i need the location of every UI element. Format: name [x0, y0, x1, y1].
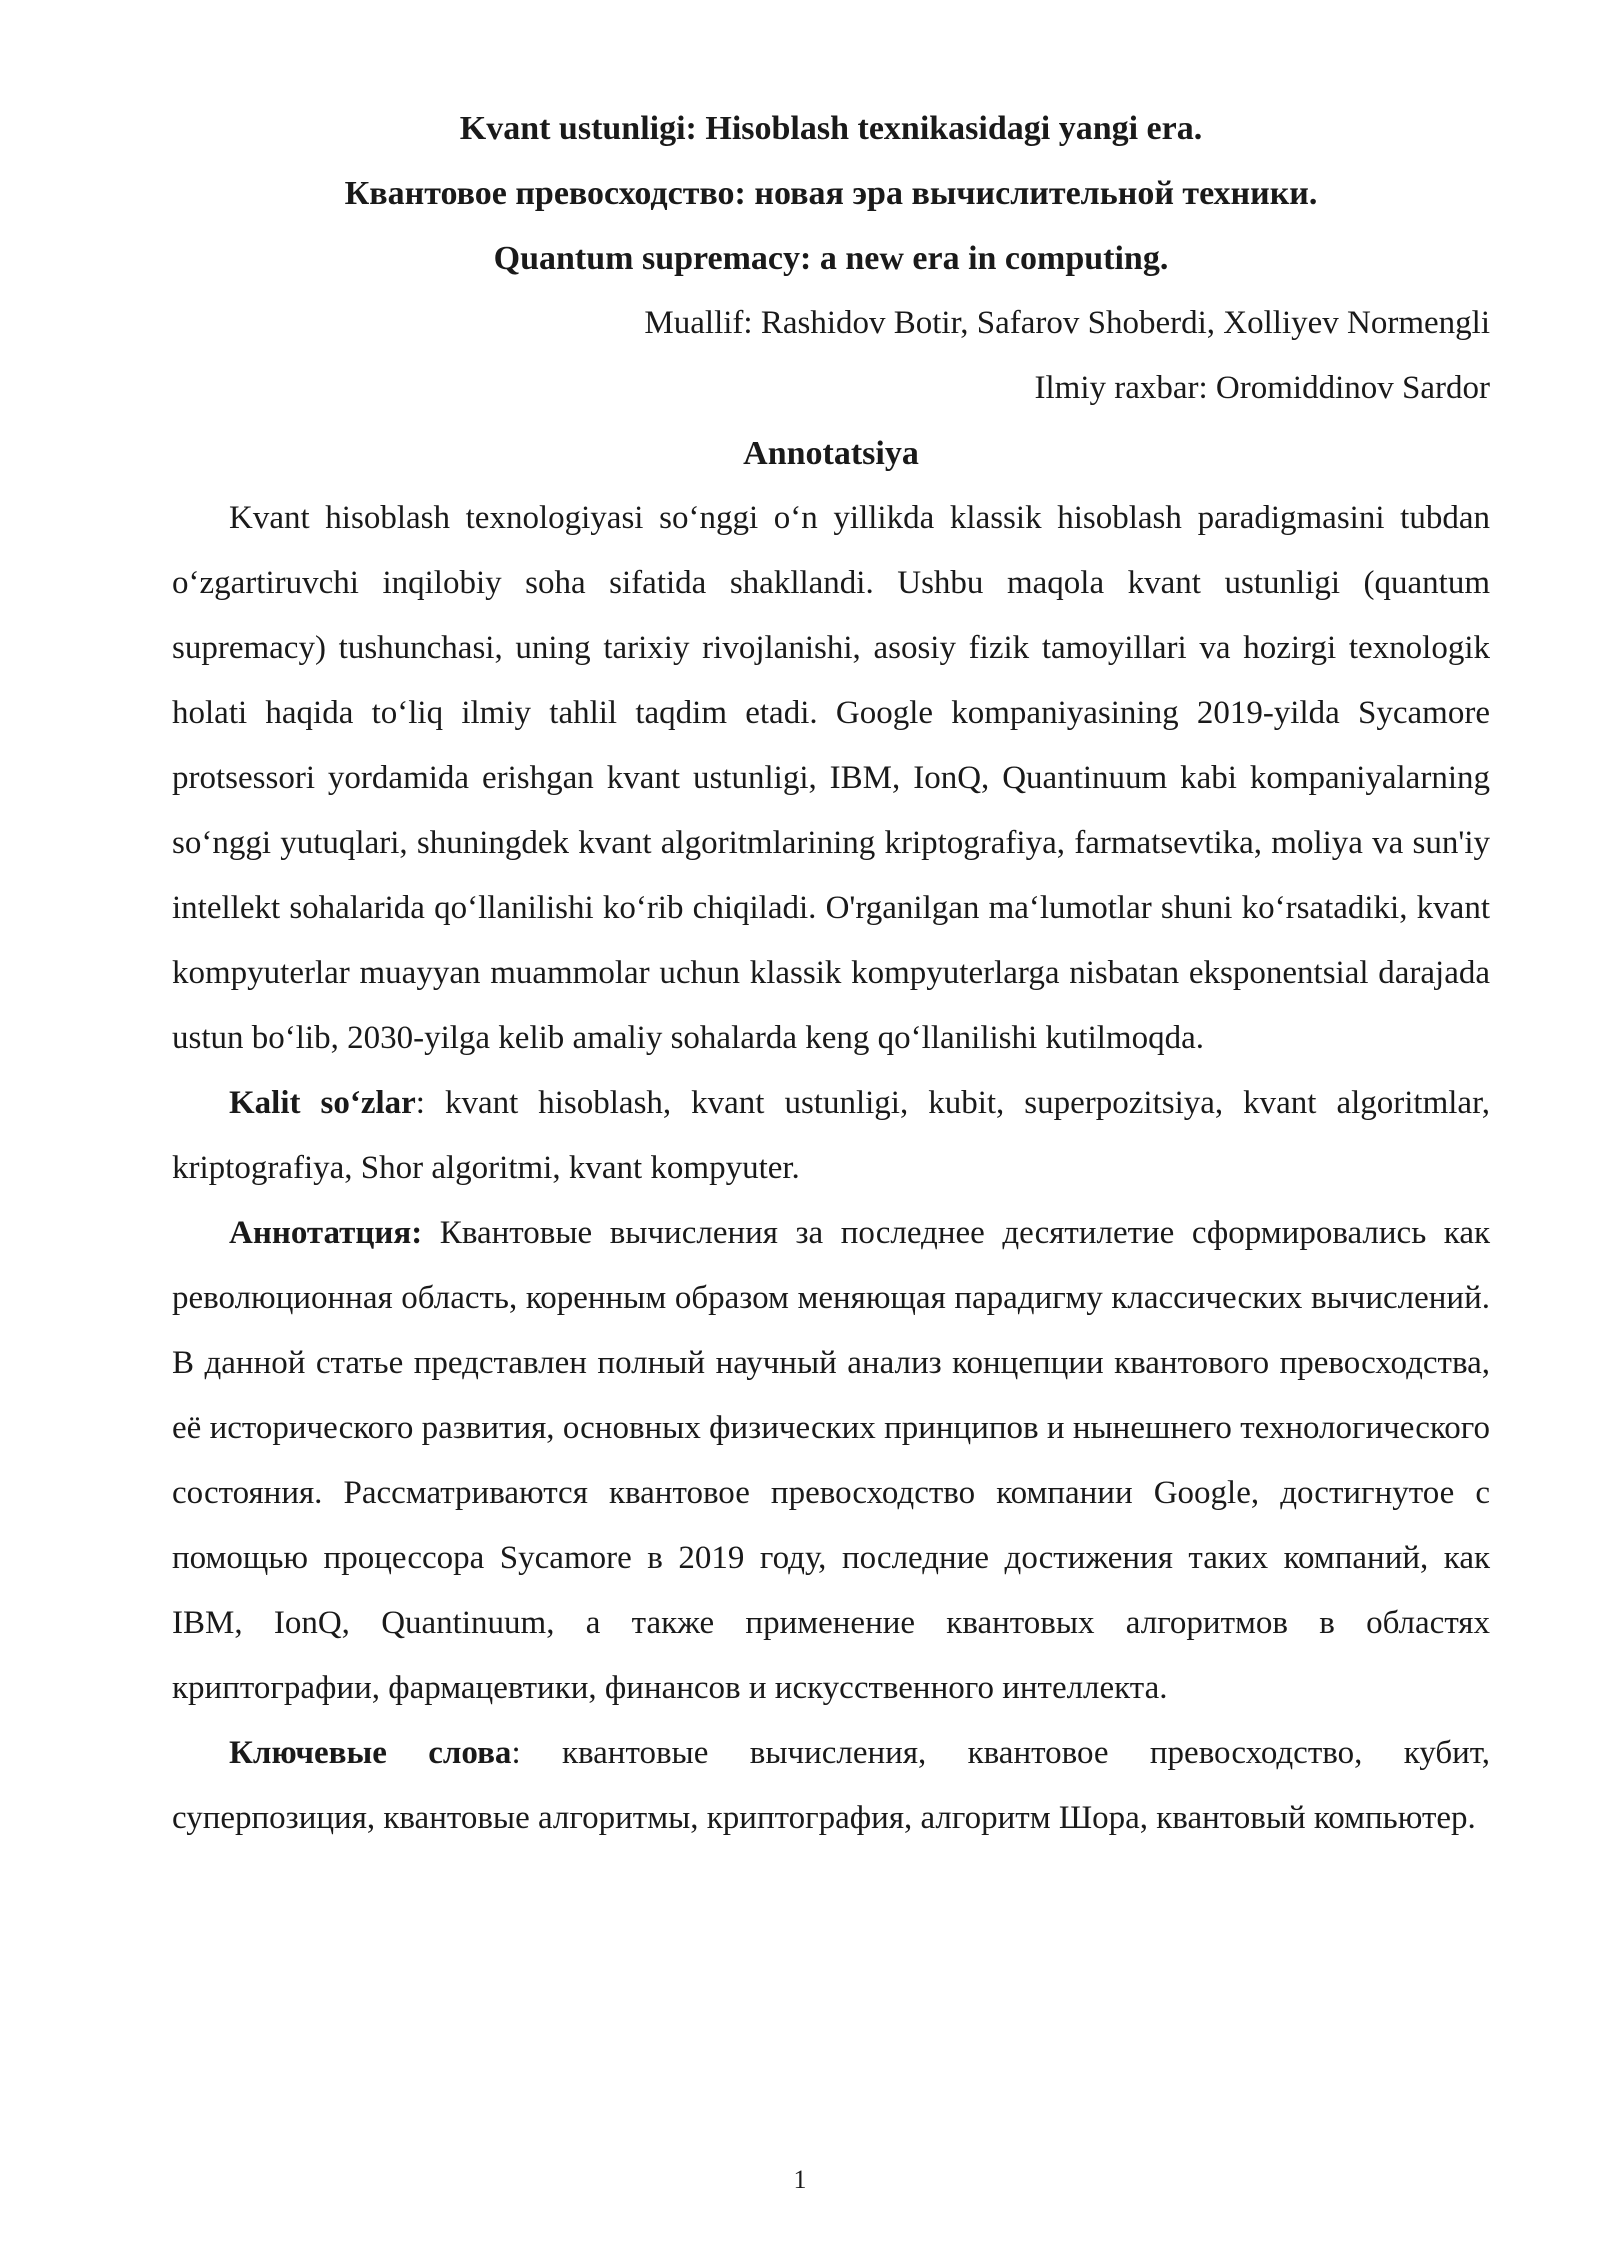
keywords-russian — [172, 1721, 1490, 1851]
title-russian: Квантовое превосходство: новая эра вычислительной техники. — [344, 175, 1318, 212]
page-number: 1 — [793, 2165, 807, 2194]
authors-line: Muallif: Rashidov Botir, Safarov Shoberdi, Xolliyev Normengli — [644, 305, 1490, 341]
keywords-russian-text: : квантовые вычисления, квантовое превосходство, кубит, суперпозиция, квантовые алгоритмы, криптография, алгоритм Шора, квантовый компьютер. — [172, 1735, 1490, 1836]
keywords-uzbek-text: : kvant hisoblash, kvant ustunligi, kubit, superpozitsiya, kvant algoritmlar, kriptografiya, Shor algoritmi, kvant kompyuter. — [172, 1085, 1490, 1186]
title-uzbek: Kvant ustunligi: Hisoblash texnikasidagi yangi era. — [459, 110, 1203, 147]
keywords-russian-label: Ключевые слова — [229, 1735, 512, 1771]
keywords-uzbek — [172, 1071, 1490, 1201]
abstract-russian-label: Аннотатция: — [229, 1215, 423, 1251]
abstract-uzbek: Kvant hisoblash texnologiyasi so‘nggi o‘n yillikda klassik hisoblash paradigmasini tubdan o‘zgartiruvchi inqilobiy soha sifatida shakllandi. Ushbu maqola kvant ustunligi (quantum supremacy) tushunchasi, uning tarixiy rivojlanishi, asosiy fizik tamoyillari va hozirgi texnologik holati haqida to‘liq ilmiy tahlil taqdim etadi. Google kompaniyasining 2019-yilda Sycamore protsessori yordamida erishgan kvant ustunligi, IBM, IonQ, Quantinuum kabi kompaniyalarning so‘nggi yutuqlari, shuningdek kvant algoritmlarining kriptografiya, farmatsevtika, moliya va sun'iy intellekt sohalarida qo‘llanilishi ko‘rib chiqiladi. O'rganilgan ma‘lumotlar shuni ko‘rsatadiki, kvant kompyuterlar muayyan muammolar uchun klassik kompyuterlarga nisbatan eksponentsial darajada ustun bo‘lib, 2030-yilga kelib amaliy sohalarda keng qo‘llanilishi kutilmoqda. — [172, 500, 1490, 1056]
abstract-heading: Annotatsiya — [743, 435, 919, 472]
supervisor-line: Ilmiy raxbar: Oromiddinov Sardor — [1034, 370, 1490, 406]
abstract-russian — [172, 1201, 1490, 1721]
keywords-uzbek-label: Kalit so‘zlar — [229, 1085, 416, 1121]
abstract-russian-text: Квантовые вычисления за последнее десятилетие сформировались как революционная область, коренным образом меняющая парадигму классических вычислений. В данной статье представлен полный научный анализ концепции квантового превосходства, её исторического развития, основных физических принципов и нынешнего технологического состояния. Рассматриваются квантовое превосходство компании Google, достигнутое с помощью процессора Sycamore в 2019 году, последние достижения таких компаний, как IBM, IonQ, Quantinuum, а также применение квантовых алгоритмов в областях криптографии, фармацевтики, финансов и искусственного интеллекта. — [172, 1215, 1490, 1706]
title-english: Quantum supremacy: a new era in computing. — [493, 240, 1169, 277]
